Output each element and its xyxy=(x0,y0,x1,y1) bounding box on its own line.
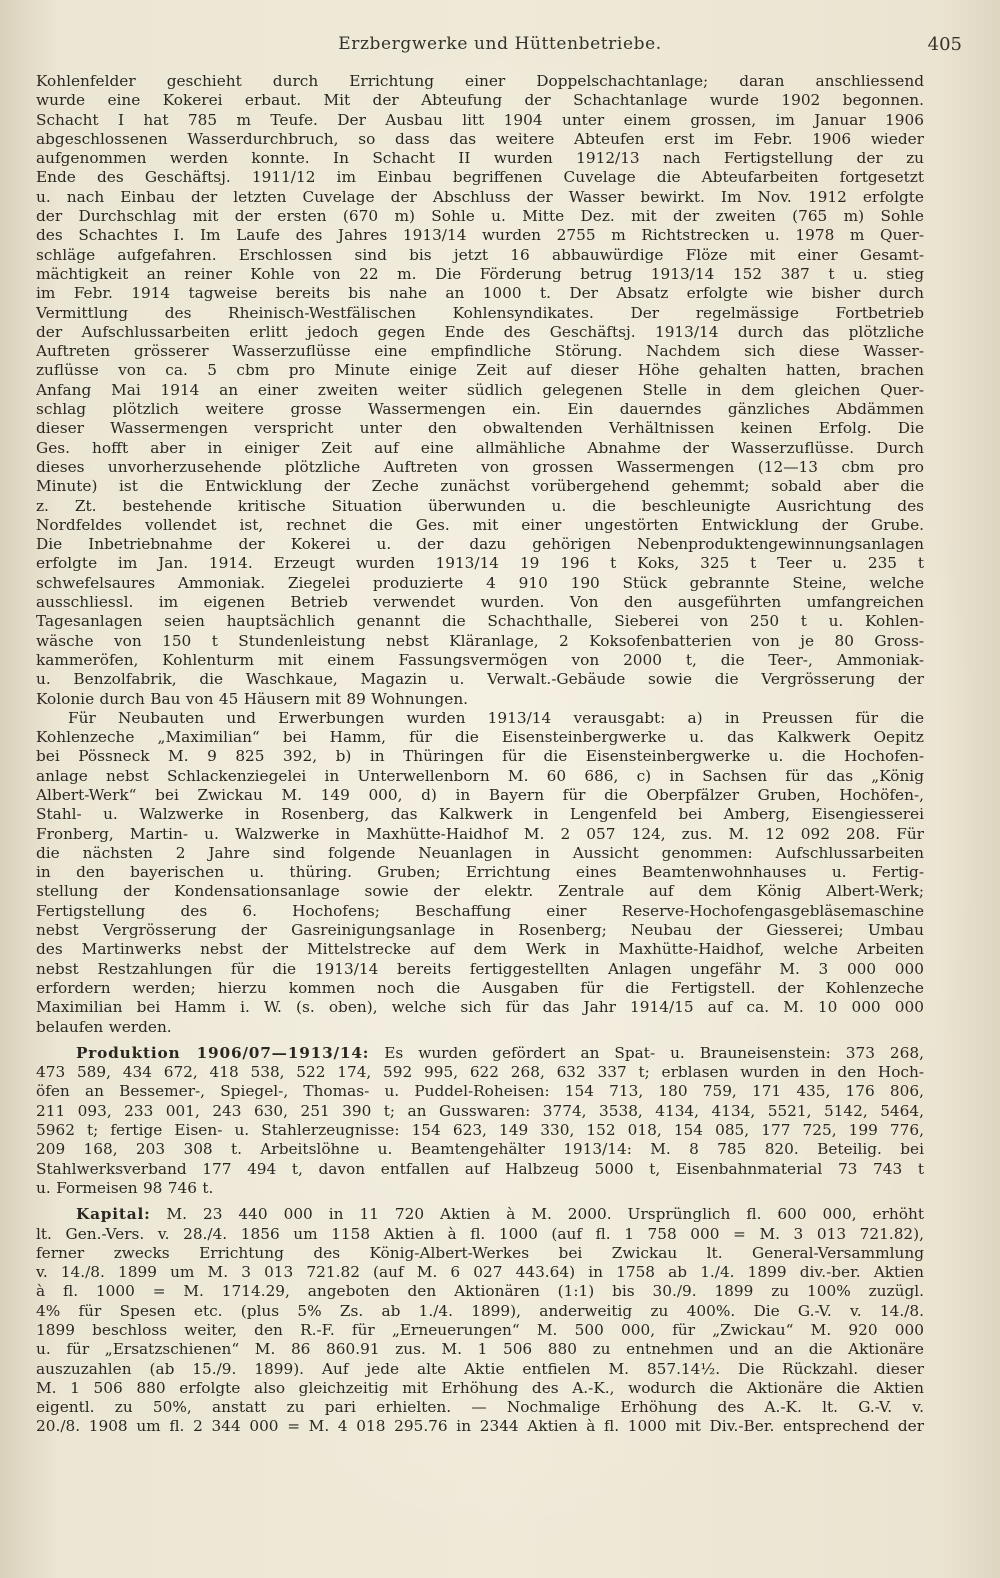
text-line: 5962 t; fertige Eisen- u. Stahlerzeugnisse: 154 623, 149 330, 152 018, 154 085, 177 725, 199 776, xyxy=(36,1121,924,1140)
text-line: kammeröfen, Kohlenturm mit einem Fassungsvermögen von 2000 t, die Teer-, Ammoniak- xyxy=(36,650,924,669)
text-line: Fertigstellung des 6. Hochofens; Beschaffung einer Reserve-Hochofengasgebläsemaschine xyxy=(36,901,924,920)
text-line: Minute) ist die Entwicklung der Zeche zunächst vorübergehend gehemmt; sobald aber die xyxy=(36,477,924,496)
text-line: Für Neubauten und Erwerbungen wurden 1913/14 verausgabt: a) in Preussen für die xyxy=(68,708,924,727)
text-line: Vermittlung des Rheinisch-Westfälischen Kohlensyndikates. Der regelmässige Fortbetrieb xyxy=(36,303,924,322)
text-line: Ges. hofft aber in einiger Zeit auf eine allmähliche Abnahme der Wasserzuflüsse. Durch xyxy=(36,438,924,457)
text-line: dieser Wassermengen verspricht unter den obwaltenden Verhältnissen keinen Erfolg. Die xyxy=(36,419,924,438)
text-line: Die Inbetriebnahme der Kokerei u. der dazu gehörigen Nebenproduktengewinnungsanlagen xyxy=(36,535,924,554)
text-line: im Febr. 1914 tagweise bereits bis nahe an 1000 t. Der Absatz erfolgte wie bisher durch xyxy=(36,284,924,303)
text-line: Anfang Mai 1914 an einer zweiten weiter südlich gelegenen Stelle in dem gleichen Quer- xyxy=(36,380,924,399)
text-line: bei Pössneck M. 9 825 392, b) in Thüringen für die Eisensteinbergwerke u. die Hochofen- xyxy=(36,747,924,766)
section-lead: Kapital: xyxy=(76,1205,151,1224)
text-line: 4% für Spesen etc. (plus 5% Zs. ab 1./4. 1899), anderweitig zu 400%. Die G.-V. v. 14./8. xyxy=(36,1301,924,1320)
text-line: Kohlenfelder geschieht durch Errichtung einer Doppelschachtanlage; daran anschliessend xyxy=(36,72,924,90)
text-line: in den bayerischen u. thüring. Gruben; Errichtung eines Beamtenwohnhauses u. Fertig- xyxy=(36,863,924,882)
text-line: schwefelsaures Ammoniak. Ziegelei produzierte 4 910 190 Stück gebrannte Steine, welche xyxy=(36,573,924,592)
text-line: Auftreten grösserer Wasserzuflüsse eine empfindliche Störung. Nachdem sich diese Wasser- xyxy=(36,342,924,361)
text-line: u. für „Ersatzschienen“ M. 86 860.91 zus. M. 1 506 880 zu entnehmen und an die Aktionäre xyxy=(36,1340,924,1359)
text-line: 209 168, 203 308 t. Arbeitslöhne u. Beamtengehälter 1913/14: M. 8 785 820. Beteilig. bei xyxy=(36,1140,924,1159)
page-header xyxy=(30,34,970,58)
text-line-content: M. 23 440 000 in 11 720 Aktien à M. 2000. Ursprünglich fl. 600 000, erhöht xyxy=(150,1205,924,1224)
text-line: zuflüsse von ca. 5 cbm pro Minute einige Zeit auf dieser Höhe gehalten hatten, brachen xyxy=(36,361,924,380)
text-line: öfen an Bessemer-, Spiegel-, Thomas- u. Puddel-Roheisen: 154 713, 180 759, 171 435, 176 806, xyxy=(36,1082,924,1101)
text-line: schläge aufgefahren. Erschlossen sind bis jetzt 16 abbauwürdige Flöze mit einer Gesamt- xyxy=(36,245,924,264)
section-lead: Produktion 1906/07—1913/14: xyxy=(76,1043,370,1062)
text-line: Tagesanlagen seien hauptsächlich genannt die Schachthalle, Sieberei von 250 t u. Kohlen- xyxy=(36,612,924,631)
text-line: lt. Gen.-Vers. v. 28./4. 1856 um 1158 Aktien à fl. 1000 (auf fl. 1 758 000 = M. 3 013 721.82), xyxy=(36,1224,924,1243)
text-line: 1899 beschloss weiter, den R.-F. für „Erneuerungen“ M. 500 000, für „Zwickau“ M. 920 000 xyxy=(36,1321,924,1339)
text-line: 473 589, 434 672, 418 538, 522 174, 592 995, 622 268, 632 337 t; erblasen wurden in den Hoch- xyxy=(36,1063,924,1082)
text-line: mächtigkeit an reiner Kohle von 22 m. Die Förderung betrug 1913/14 152 387 t u. stieg xyxy=(36,264,924,283)
text-line: 20./8. 1908 um fl. 2 344 000 = M. 4 018 295.76 in 2344 Aktien à fl. 1000 mit Div.-Ber. entsprechend der xyxy=(36,1417,924,1436)
page-number: 405 xyxy=(927,34,962,55)
text-line: stellung der Kondensationsanlage sowie der elektr. Zentrale auf dem König Albert-Werk; xyxy=(36,882,924,901)
text-line: eigentl. zu 50%, anstatt zu pari erhielten. — Nochmalige Erhöhung des A.-K. lt. G.-V. v. xyxy=(36,1398,924,1417)
text-line: u. nach Einbau der letzten Cuvelage der Abschluss der Wasser bewirkt. Im Nov. 1912 erfolgte xyxy=(36,187,924,206)
text-line: der Durchschlag mit der ersten (670 m) Sohle u. Mitte Dez. mit der zweiten (765 m) Sohle xyxy=(36,207,924,226)
text-line: 211 093, 233 001, 243 630, 251 390 t; an Gusswaren: 3774, 3538, 4134, 4134, 5521, 5142, 5464, xyxy=(36,1101,924,1120)
text-line: u. Formeisen 98 746 t. xyxy=(36,1178,214,1197)
text-line: auszuzahlen (ab 15./9. 1899). Auf jede alte Aktie entfielen M. 857.14½. Die Rückzahl. dieser xyxy=(36,1359,924,1378)
text-line: aufgenommen werden konnte. In Schacht II wurden 1912/13 nach Fertigstellung der zu xyxy=(36,149,924,168)
text-line: anlage nebst Schlackenziegelei in Unterwellenborn M. 60 686, c) in Sachsen für das „König xyxy=(36,766,924,785)
text-line-content: Es wurden gefördert an Spat- u. Brauneisenstein: 373 268, xyxy=(369,1043,924,1062)
text-line: Kolonie durch Bau von 45 Häusern mit 89 Wohnungen. xyxy=(36,689,469,708)
text-line: nebst Vergrösserung der Gasreinigungsanlage in Rosenberg; Neubau der Giesserei; Umbau xyxy=(36,921,924,940)
text-line: Stahlwerksverband 177 494 t, davon entfallen auf Halbzeug 5000 t, Eisenbahnmaterial 73 743 t xyxy=(36,1159,924,1178)
text-line: Nordfeldes vollendet ist, rechnet die Ges. mit einer ungestörten Entwicklung der Grube. xyxy=(36,515,924,534)
text-line xyxy=(36,1044,924,1063)
text-line: Kohlenzeche „Maximilian“ bei Hamm, für die Eisensteinbergwerke u. das Kalkwerk Oepitz xyxy=(36,728,924,747)
text-line: wurde eine Kokerei erbaut. Mit der Abteufung der Schachtanlage wurde 1902 begonnen. xyxy=(36,91,924,110)
text-line: à fl. 1000 = M. 1714.29, angeboten den Aktionären (1:1) bis 30./9. 1899 zu 100% zuzügl. xyxy=(36,1282,924,1301)
text-line: Stahl- u. Walzwerke in Rosenberg, das Kalkwerk in Lengenfeld bei Amberg, Eisengiesserei xyxy=(36,805,924,824)
text-line: erfolgte im Jan. 1914. Erzeugt wurden 1913/14 19 196 t Koks, 325 t Teer u. 235 t xyxy=(36,554,924,573)
text-line: dieses unvorherzusehende plötzliche Auftreten von grossen Wassermengen (12—13 cbm pro xyxy=(36,457,924,476)
text-line: u. Benzolfabrik, die Waschkaue, Magazin u. Verwalt.-Gebäude sowie die Vergrösserung der xyxy=(36,670,924,689)
text-line: nebst Restzahlungen für die 1913/14 bereits fertiggestellten Anlagen ungefähr M. 3 000 000 xyxy=(36,959,924,978)
text-line: der Aufschlussarbeiten erlitt jedoch gegen Ende des Geschäftsj. 1913/14 durch das plötzliche xyxy=(36,322,924,341)
text-line: z. Zt. bestehende kritische Situation überwunden u. die beschleunigte Ausrichtung des xyxy=(36,496,924,515)
text-line: Ende des Geschäftsj. 1911/12 im Einbau begriffenen Cuvelage die Abteufarbeiten fortgesetzt xyxy=(36,168,924,187)
text-line: wäsche von 150 t Stundenleistung nebst Kläranlage, 2 Koksofenbatterien von je 80 Gross- xyxy=(36,631,924,650)
text-line: schlag plötzlich weitere grosse Wassermengen ein. Ein dauerndes gänzliches Abdämmen xyxy=(36,400,924,419)
text-line: Maximilian bei Hamm i. W. (s. oben), welche sich für das Jahr 1914/15 auf ca. M. 10 000 000 xyxy=(36,998,924,1017)
text-line: v. 14./8. 1899 um M. 3 013 721.82 (auf M. 6 027 443.64) in 1758 ab 1./4. 1899 div.-ber. Aktien xyxy=(36,1263,924,1282)
text-line: abgeschlossenen Wasserdurchbruch, so dass das weitere Abteufen erst im Febr. 1906 wieder xyxy=(36,129,924,148)
text-line: M. 1 506 880 erfolgte also gleichzeitig mit Erhöhung des A.-K., wodurch die Aktionäre die Aktien xyxy=(36,1378,924,1397)
text-line: Schacht I hat 785 m Teufe. Der Ausbau litt 1904 unter einem grossen, im Januar 1906 xyxy=(36,110,924,129)
text-line: Albert-Werk“ bei Zwickau M. 149 000, d) in Bayern für die Oberpfälzer Gruben, Hochöfen-, xyxy=(36,785,924,804)
text-line: die nächsten 2 Jahre sind folgende Neuanlagen in Aussicht genommen: Aufschlussarbeiten xyxy=(36,843,924,862)
body-text xyxy=(36,72,924,1437)
text-line xyxy=(36,1205,924,1224)
text-line: erfordern werden; hierzu kommen noch die Ausgaben für die Fertigstell. der Kohlenzeche xyxy=(36,978,924,997)
text-line: belaufen werden. xyxy=(36,1017,172,1036)
text-line: Fronberg, Martin- u. Walzwerke in Maxhütte-Haidhof M. 2 057 124, zus. M. 12 092 208. Für xyxy=(36,824,924,843)
text-line: ausschliessl. im eigenen Betrieb verwendet wurden. Von den ausgeführten umfangreichen xyxy=(36,593,924,612)
text-line: des Martinwerks nebst der Mittelstrecke auf dem Werk in Maxhütte-Haidhof, welche Arbeiten xyxy=(36,940,924,959)
running-title: Erzbergwerke und Hüttenbetriebe. xyxy=(338,34,662,54)
text-line: ferner zwecks Errichtung des König-Albert-Werkes bei Zwickau lt. General-Versammlung xyxy=(36,1243,924,1262)
text-line: des Schachtes I. Im Laufe des Jahres 1913/14 wurden 2755 m Richtstrecken u. 1978 m Quer- xyxy=(36,226,924,245)
